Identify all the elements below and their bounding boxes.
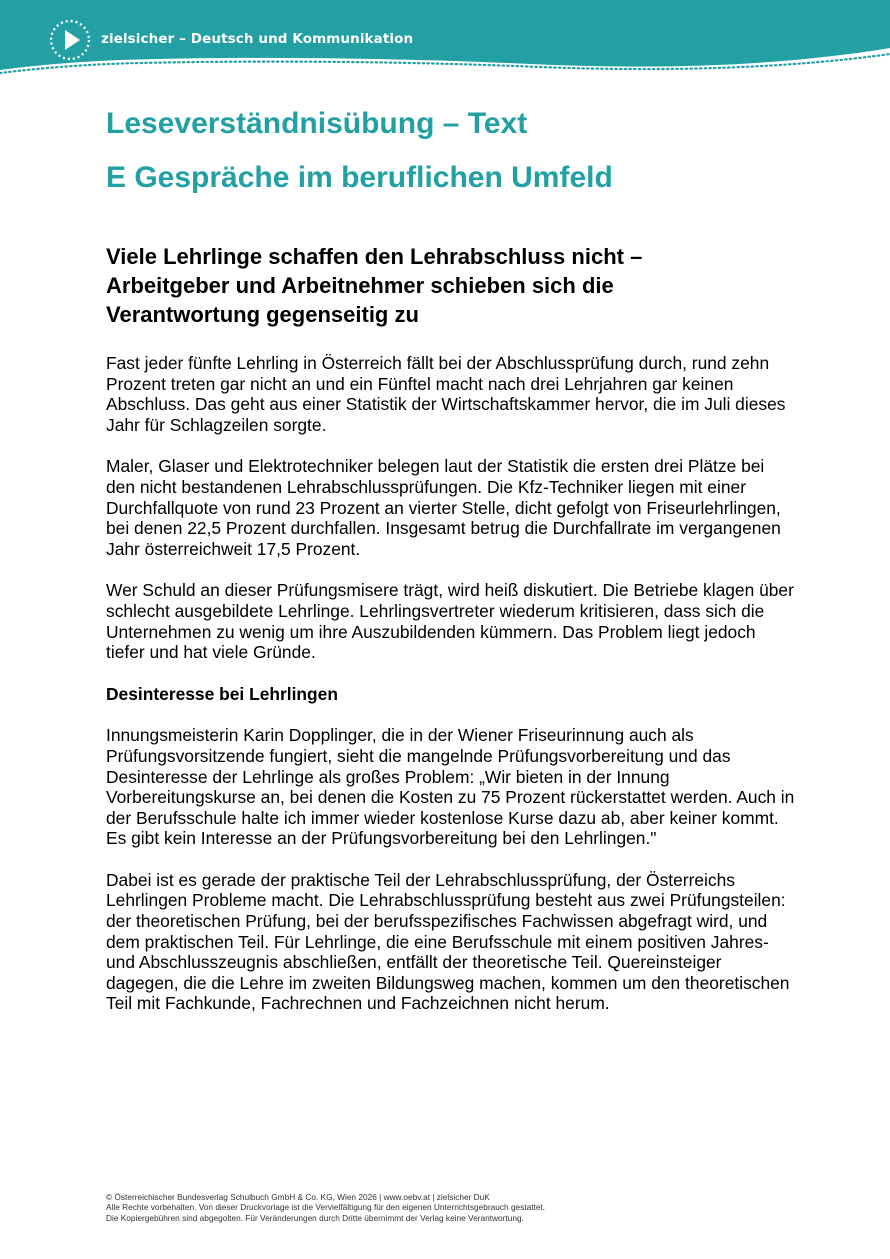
- footer-rights: Alle Rechte vorbehalten. Von dieser Druckvorlage ist die Vervielfältigung für den eigenen Unterrichtsgebrauch gestattet.: [106, 1202, 546, 1213]
- play-icon: [48, 18, 92, 62]
- paragraph-2: Maler, Glaser und Elektrotechniker belegen laut der Statistik die ersten drei Plätze bei den nicht bestandenen Lehrabschlussprüfungen. Die Kfz-Techniker liegen mit einer Durchfallquote von rund 23 Prozent an vierter Stelle, dicht gefolgt von Friseurlehrlingen, bei denen 22,5 Prozent durchfallen. Insgesamt betrug die Durchfallrate im vergangenen Jahr österreichweit 17,5 Prozent.: [106, 456, 781, 559]
- paragraph-4: Innungsmeisterin Karin Dopplinger, die in der Wiener Friseurinnung auch als Prüfungsvorsitzende fungiert, sieht die mangelnde Prüfungsvorbereitung und das Desinteresse der Lehrlinge als großes Problem: „Wir bieten in der Innung Vorbereitungskurse an, bei denen die Kosten zu 75 Prozent rückerstattet werden. Auch in der Berufsschule halte ich immer wieder kostenlose Kurse dazu ab, aber keiner kommt. Es gibt kein Interesse an der Prüfungsvorbereitung bei den Lehrlingen.": [106, 725, 795, 849]
- page-footer: [106, 1192, 806, 1223]
- paragraph-1: Fast jeder fünfte Lehrling in Österreich fällt bei der Abschlussprüfung durch, rund zehn Prozent treten gar nicht an und ein Fünftel macht nach drei Lehrjahren gar keinen Abschluss. Das geht aus einer Statistik der Wirtschaftskammer hervor, die im Juli dieses Jahr für Schlagzeilen sorgte.: [106, 353, 786, 435]
- article-headline: Viele Lehrlinge schaffen den Lehrabschluss nicht – Arbeitgeber und Arbeitnehmer schieben sich die Verantwortung gegenseitig zu: [106, 244, 643, 327]
- page-title: Leseverständnisübung – Text: [106, 107, 528, 140]
- section-heading: Desinteresse bei Lehrlingen: [106, 683, 338, 704]
- document-body: [106, 104, 796, 1014]
- paragraph-5: Dabei ist es gerade der praktische Teil der Lehrabschlussprüfung, der Österreichs Lehrlingen Probleme macht. Die Lehrabschlussprüfung besteht aus zwei Prüfungsteilen: der theoretischen Prüfung, bei der berufsspezifisches Fachwissen abgefragt wird, und dem praktischen Teil. Für Lehrlinge, die eine Berufsschule mit einem positiven Jahres- und Abschlusszeugnis abschließen, entfällt der theoretische Teil. Quereinsteiger dagegen, die die Lehre im zweiten Bildungsweg machen, kommen um den theoretischen Teil mit Fachkunde, Fachrechnen und Fachzeichnen nicht herum.: [106, 869, 790, 1014]
- header-banner: [0, 0, 890, 80]
- footer-copyright: © Österreichischer Bundesverlag Schulbuch GmbH & Co. KG, Wien 2026 | www.oebv.at | zielsicher DuK: [106, 1192, 490, 1202]
- brand-name: zielsicher – Deutsch und Kommunikation: [101, 31, 414, 47]
- paragraph-3: Wer Schuld an dieser Prüfungsmisere trägt, wird heiß diskutiert. Die Betriebe klagen über schlecht ausgebildete Lehrlinge. Lehrlingsvertreter wiederum kritisieren, dass sich die Unternehmen zu wenig um ihre Auszubildenden kümmern. Das Problem liegt jedoch tiefer und hat viele Gründe.: [106, 580, 794, 663]
- footer-disclaimer: Die Kopiergebühren sind abgegolten. Für Veränderungen durch Dritte übernimmt der Verlag keine Verantwortung.: [106, 1212, 524, 1223]
- page-subtitle: E Gespräche im beruflichen Umfeld: [106, 161, 613, 194]
